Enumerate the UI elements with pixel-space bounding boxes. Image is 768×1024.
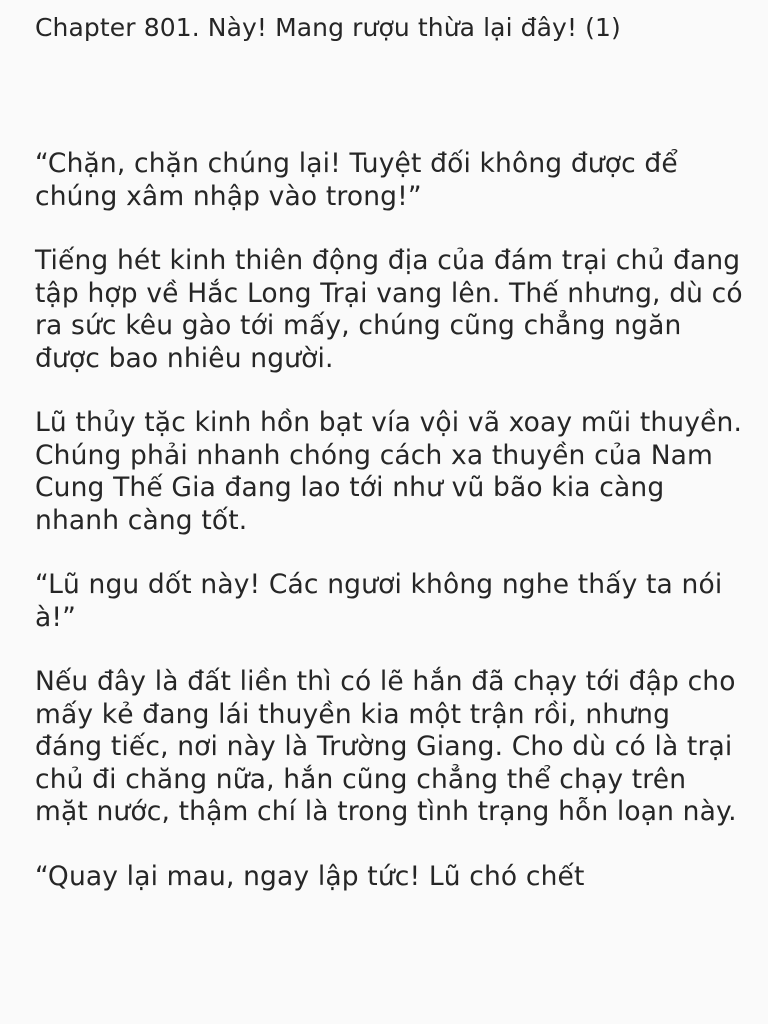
paragraph: Tiếng hét kinh thiên động địa của đám trại chủ đang tập hợp về Hắc Long Trại vang lên. Thế nhưng, dù có ra sức kêu gào tới mấy, chúng cũng chẳng ngăn được bao nhiêu người.: [35, 245, 743, 374]
reader-page: [35, 11, 745, 925]
paragraph: Lũ thủy tặc kinh hồn bạt vía vội vã xoay mũi thuyền. Chúng phải nhanh chóng cách xa thuyền của Nam Cung Thế Gia đang lao tới như vũ bão kia càng nhanh càng tốt.: [35, 407, 743, 536]
paragraph: Nếu đây là đất liền thì có lẽ hắn đã chạy tới đập cho mấy kẻ đang lái thuyền kia một trận rồi, nhưng đáng tiếc, nơi này là Trường Giang. Cho dù có là trại chủ đi chăng nữa, hắn cũng chẳng thể chạy trên mặt nước, thậm chí là trong tình trạng hỗn loạn này.: [35, 666, 737, 827]
chapter-title: Chapter 801. Này! Mang rượu thừa lại đây! (1): [35, 13, 621, 42]
paragraph: “Lũ ngu dốt này! Các ngươi không nghe thấy ta nói à!”: [35, 569, 723, 633]
paragraph: “Quay lại mau, ngay lập tức! Lũ chó chết: [35, 860, 585, 892]
paragraph: “Chặn, chặn chúng lại! Tuyệt đối không được để chúng xâm nhập vào trong!”: [35, 148, 678, 212]
chapter-body: [35, 148, 745, 893]
